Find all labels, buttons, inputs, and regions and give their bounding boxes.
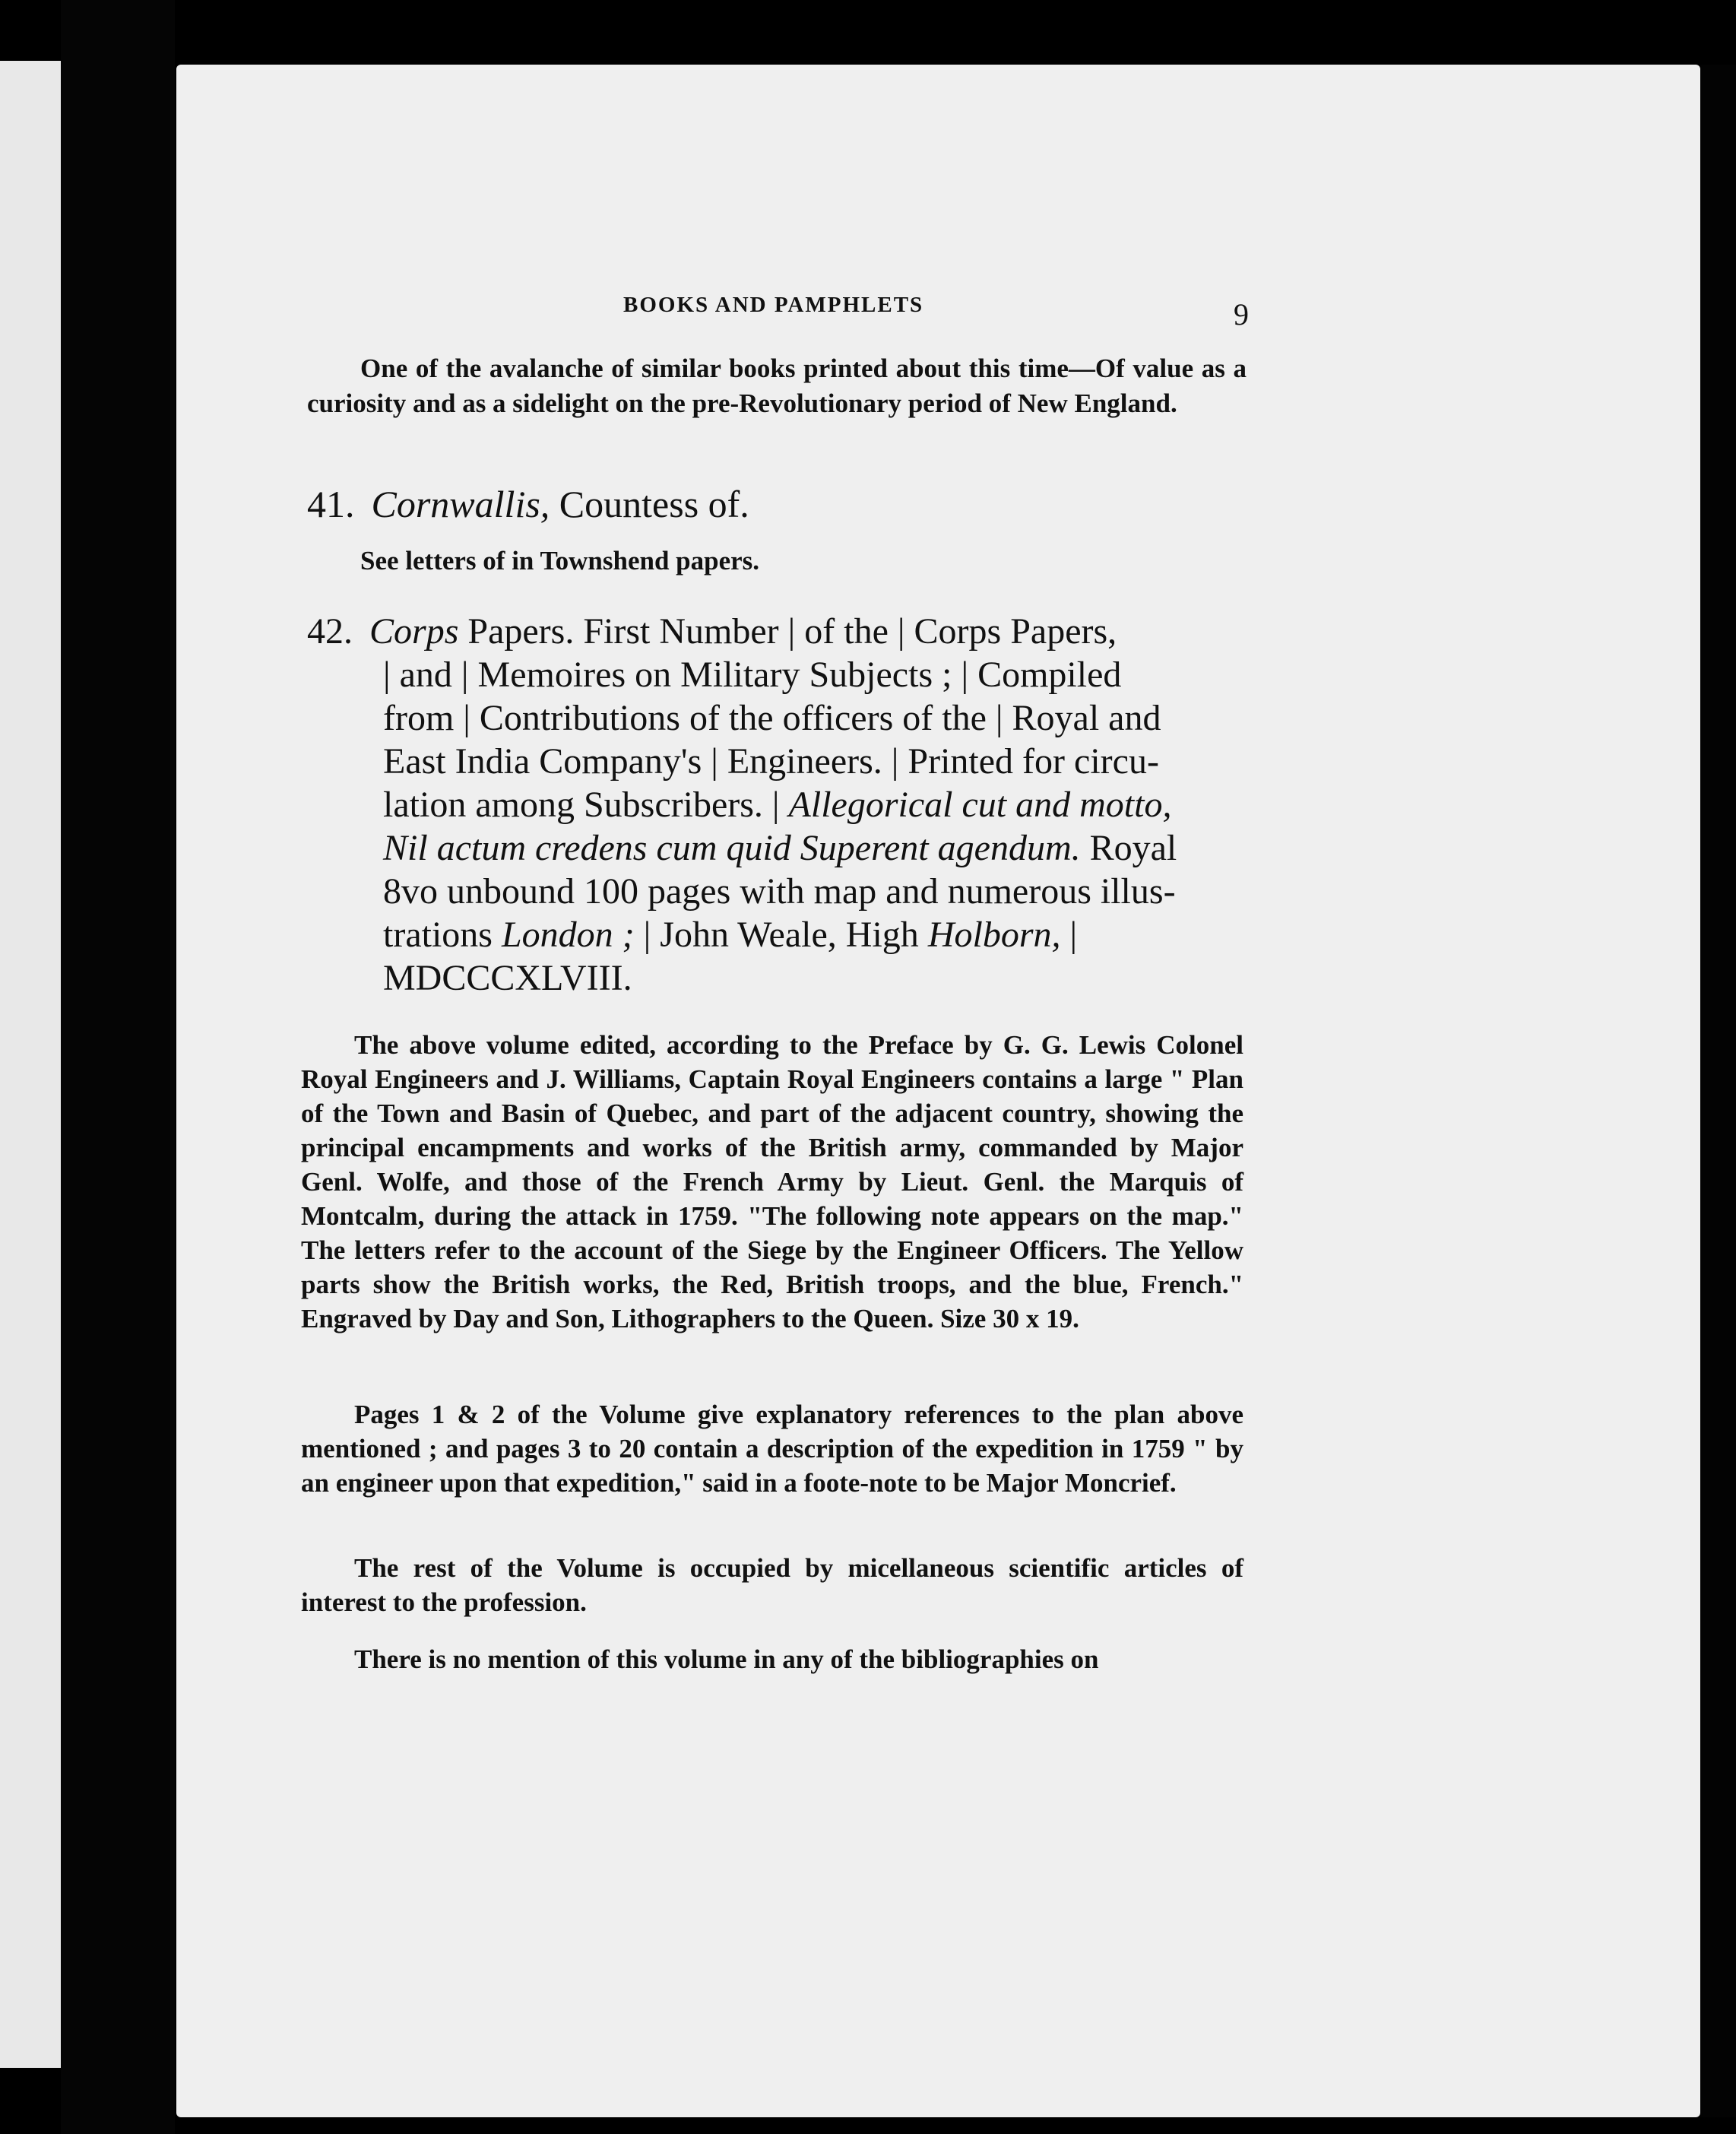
entry-41-number: 41. xyxy=(307,483,355,525)
paragraph-pages: Pages 1 & 2 of the Volume give explanatory references to the plan above mentioned ; and pages 3 to 20 contain a description of the expedition in 1759 " by an engineer upon that expedition," said in a foote-note to be Major Moncrief. xyxy=(301,1400,1243,1498)
entry-41-title: Countess of. xyxy=(559,483,749,525)
entry-42 xyxy=(307,610,1247,1000)
running-title: BOOKS AND PAMPHLETS xyxy=(623,293,924,317)
page-number: 9 xyxy=(1234,297,1249,331)
entry-42-line-5: lation among Subscribers. | Allegorical cut and motto, xyxy=(383,785,1172,825)
binding-gutter xyxy=(61,0,175,2134)
entry-42-line-9: MDCCCXLVIII. xyxy=(383,958,632,998)
entry-42-line-2: | and | Memoires on Military Subjects ; | Compiled xyxy=(383,655,1122,695)
entry-41-name: Cornwallis, xyxy=(371,483,550,525)
paragraph-no-mention: There is no mention of this volume in any of the bibliographies on xyxy=(354,1644,1099,1674)
intro-paragraph: One of the avalanche of similar books printed about this time—Of value as a curiosity and as a sidelight on the pre-Revolutionary period of New England. xyxy=(307,354,1247,418)
adjacent-page-edge xyxy=(0,61,61,2068)
entry-42-line-8: trations London ; | John Weale, High Holborn, | xyxy=(383,915,1078,955)
entry-42-line-6: Nil actum credens cum quid Superent agendum. Royal xyxy=(383,828,1177,868)
entry-42-line-1: 42. Corps Papers. First Number | of the | Corps Papers, xyxy=(307,611,1117,652)
entry-42-line-3: from | Contributions of the officers of the | Royal and xyxy=(383,698,1161,738)
entry-41-heading xyxy=(307,483,749,525)
entry-42-line-7: 8vo unbound 100 pages with map and numerous illus- xyxy=(383,871,1176,912)
entry-42-number: 42. xyxy=(307,611,353,652)
entry-42-line-4: East India Company's | Engineers. | Printed for circu- xyxy=(383,741,1159,782)
entry-41-note: See letters of in Townshend papers. xyxy=(360,546,760,576)
paragraph-rest: The rest of the Volume is occupied by micellaneous scientific articles of interest to the profession. xyxy=(301,1553,1243,1617)
paragraph-description: The above volume edited, according to the Preface by G. G. Lewis Colonel Royal Engineers and J. Williams, Captain Royal Engineers contains a large " Plan of the Town and Basin of Quebec, and part of the adjacent country, showing the principal encampments and works of the British army, commanded by Major Genl. Wolfe, and those of the French Army by Lieut. Genl. the Marquis of Montcalm, during the attack in 1759. "The following note appears on the map." The letters refer to the account of the Siege by the Engineer Officers. The Yellow parts show the British works, the Red, British troops, and the blue, French." Engraved by Day and Son, Lithographers to the Queen. Size 30 x 19. xyxy=(301,1030,1243,1333)
page-edge-shadow xyxy=(1700,65,1736,2117)
